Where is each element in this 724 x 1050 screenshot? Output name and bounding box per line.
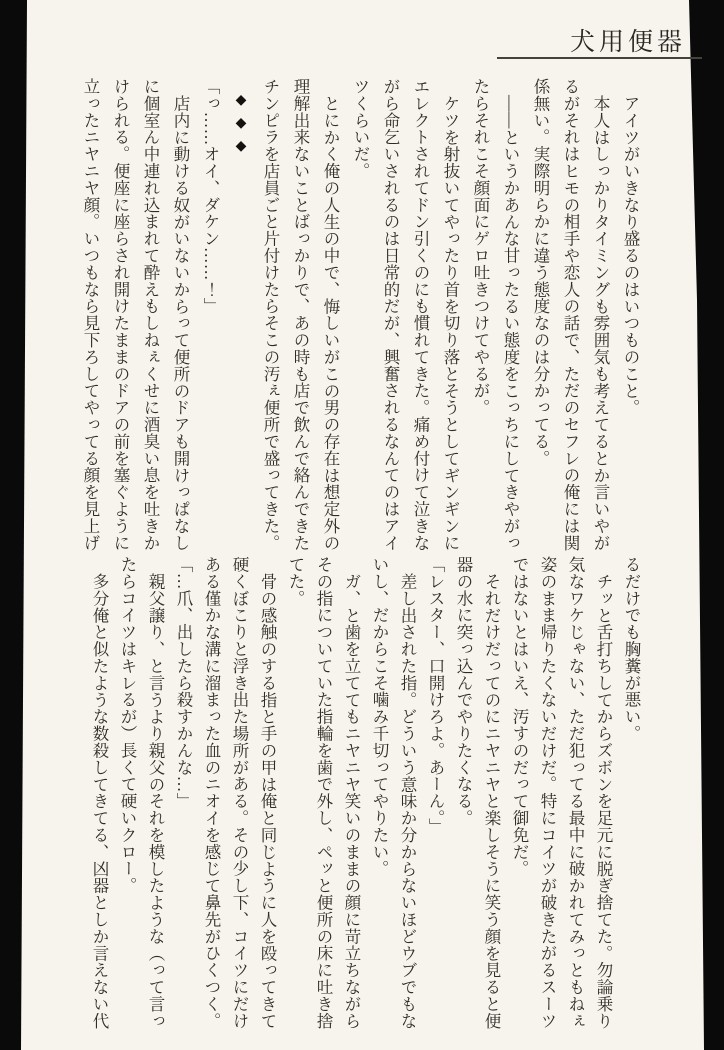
paragraph: 本人はしっかりタイミングも雰囲気も考えてるとか言いやがるがそれはヒモの相手や恋人の話で、ただのセフレの俺には関係無い。実際明らかに違う態度なのは分かってる。 — [531, 78, 610, 552]
paragraph-continuation: るだけでも胸糞が悪い。 — [622, 556, 641, 742]
paragraph: 多分俺と似たような数殺してきてる、凶器としか言えない代 — [90, 572, 109, 1029]
text-block-top — [73, 78, 645, 552]
dialogue-line: 「レスター、口開けろよ。あーん。」 — [426, 556, 445, 836]
paragraph: ケツを射抜いてやったり首を切り落とそうとしてギンギンにエレクトされてドン引くのにも慣れてきた。痛め付けて泣きながら命乞いされるのは日常的だが、興奮されるなんてのはアイツくらいだ。 — [351, 78, 460, 552]
paragraph: それだけだってのにニヤニヤと楽しそうに笑う顔を見ると便器の水に突っ込んでやりたくなる。 — [454, 556, 501, 1029]
paragraph: とにかく俺の人生の中で、悔しいがこの男の存在は想定外の理解出来ないことばっかりで、あの時も店で飲んで絡んできたチンピラを店員ごと片付けたらそこの汚ぇ便所で盛ってきた。 — [261, 78, 340, 552]
paragraph: アイツがいきなり盛るのはいつものこと。 — [621, 94, 640, 416]
paragraph: ガ、と歯を立ててもニヤニヤ笑いのままの顔に苛立ちながらその指についていた指輪を歯で外し、ペッと便所の床に吐き捨てた。 — [286, 556, 361, 1030]
text-block-bottom — [83, 556, 645, 1034]
dialogue-line: 「…爪、出したら殺すかんな…」 — [174, 556, 193, 810]
page-header-title: 犬用便器 — [569, 29, 686, 56]
paragraph: ――というかあんな甘ったるい態度をこっちにしてきやがったらそれこそ顔面にゲロ吐きつけてやるが。 — [471, 78, 520, 551]
paragraph: 差し出された指。どういう意味か分からないほどウブでもないし、だからこそ噛み千切ってやりたい。 — [370, 556, 417, 1029]
paragraph: 親父譲り、と言うより親父のそれを模したような（って言ったらコイツはキレるが）長くて硬いクロー。 — [118, 556, 165, 1029]
paragraph: チッと舌打ちしてからズボンを足元に脱ぎ捨てた。勿論乗り気なワケじゃない、ただ犯ってる最中に破かれてみっともねぇ姿のまま帰りたくないだけだ。特にコイツが破きたがるスーツではないとはいえ、汚すのだって御免だ。 — [510, 556, 613, 1030]
paragraph: 骨の感触のする指と手の甲は俺と同じように人を殴ってきて硬くぼこりと浮き出た場所がある。その少し下、コイツにだけある僅かな溝に溜まった血のニオイを感じて鼻先がひくつく。 — [202, 556, 277, 1030]
paragraph: 店内に動ける奴がいないからって便所のドアも開けっぱなしに個室ん中連れ込まれて酔えもしねぇくせに酒臭い息を吐きかけられる。便座に座らされ開けたままのドアの前を塞ぐように立ったニヤニヤ顔。いつもなら見下ろしてやってる顔を見上げ — [81, 78, 190, 552]
scan-edge-right — [688, 0, 724, 1050]
scan-edge-left — [0, 0, 27, 1050]
section-divider: ◆◆◆ — [233, 92, 248, 161]
header-rule — [497, 57, 702, 59]
dialogue-line: 「っ……オイ、ダケン……！」 — [201, 78, 220, 315]
